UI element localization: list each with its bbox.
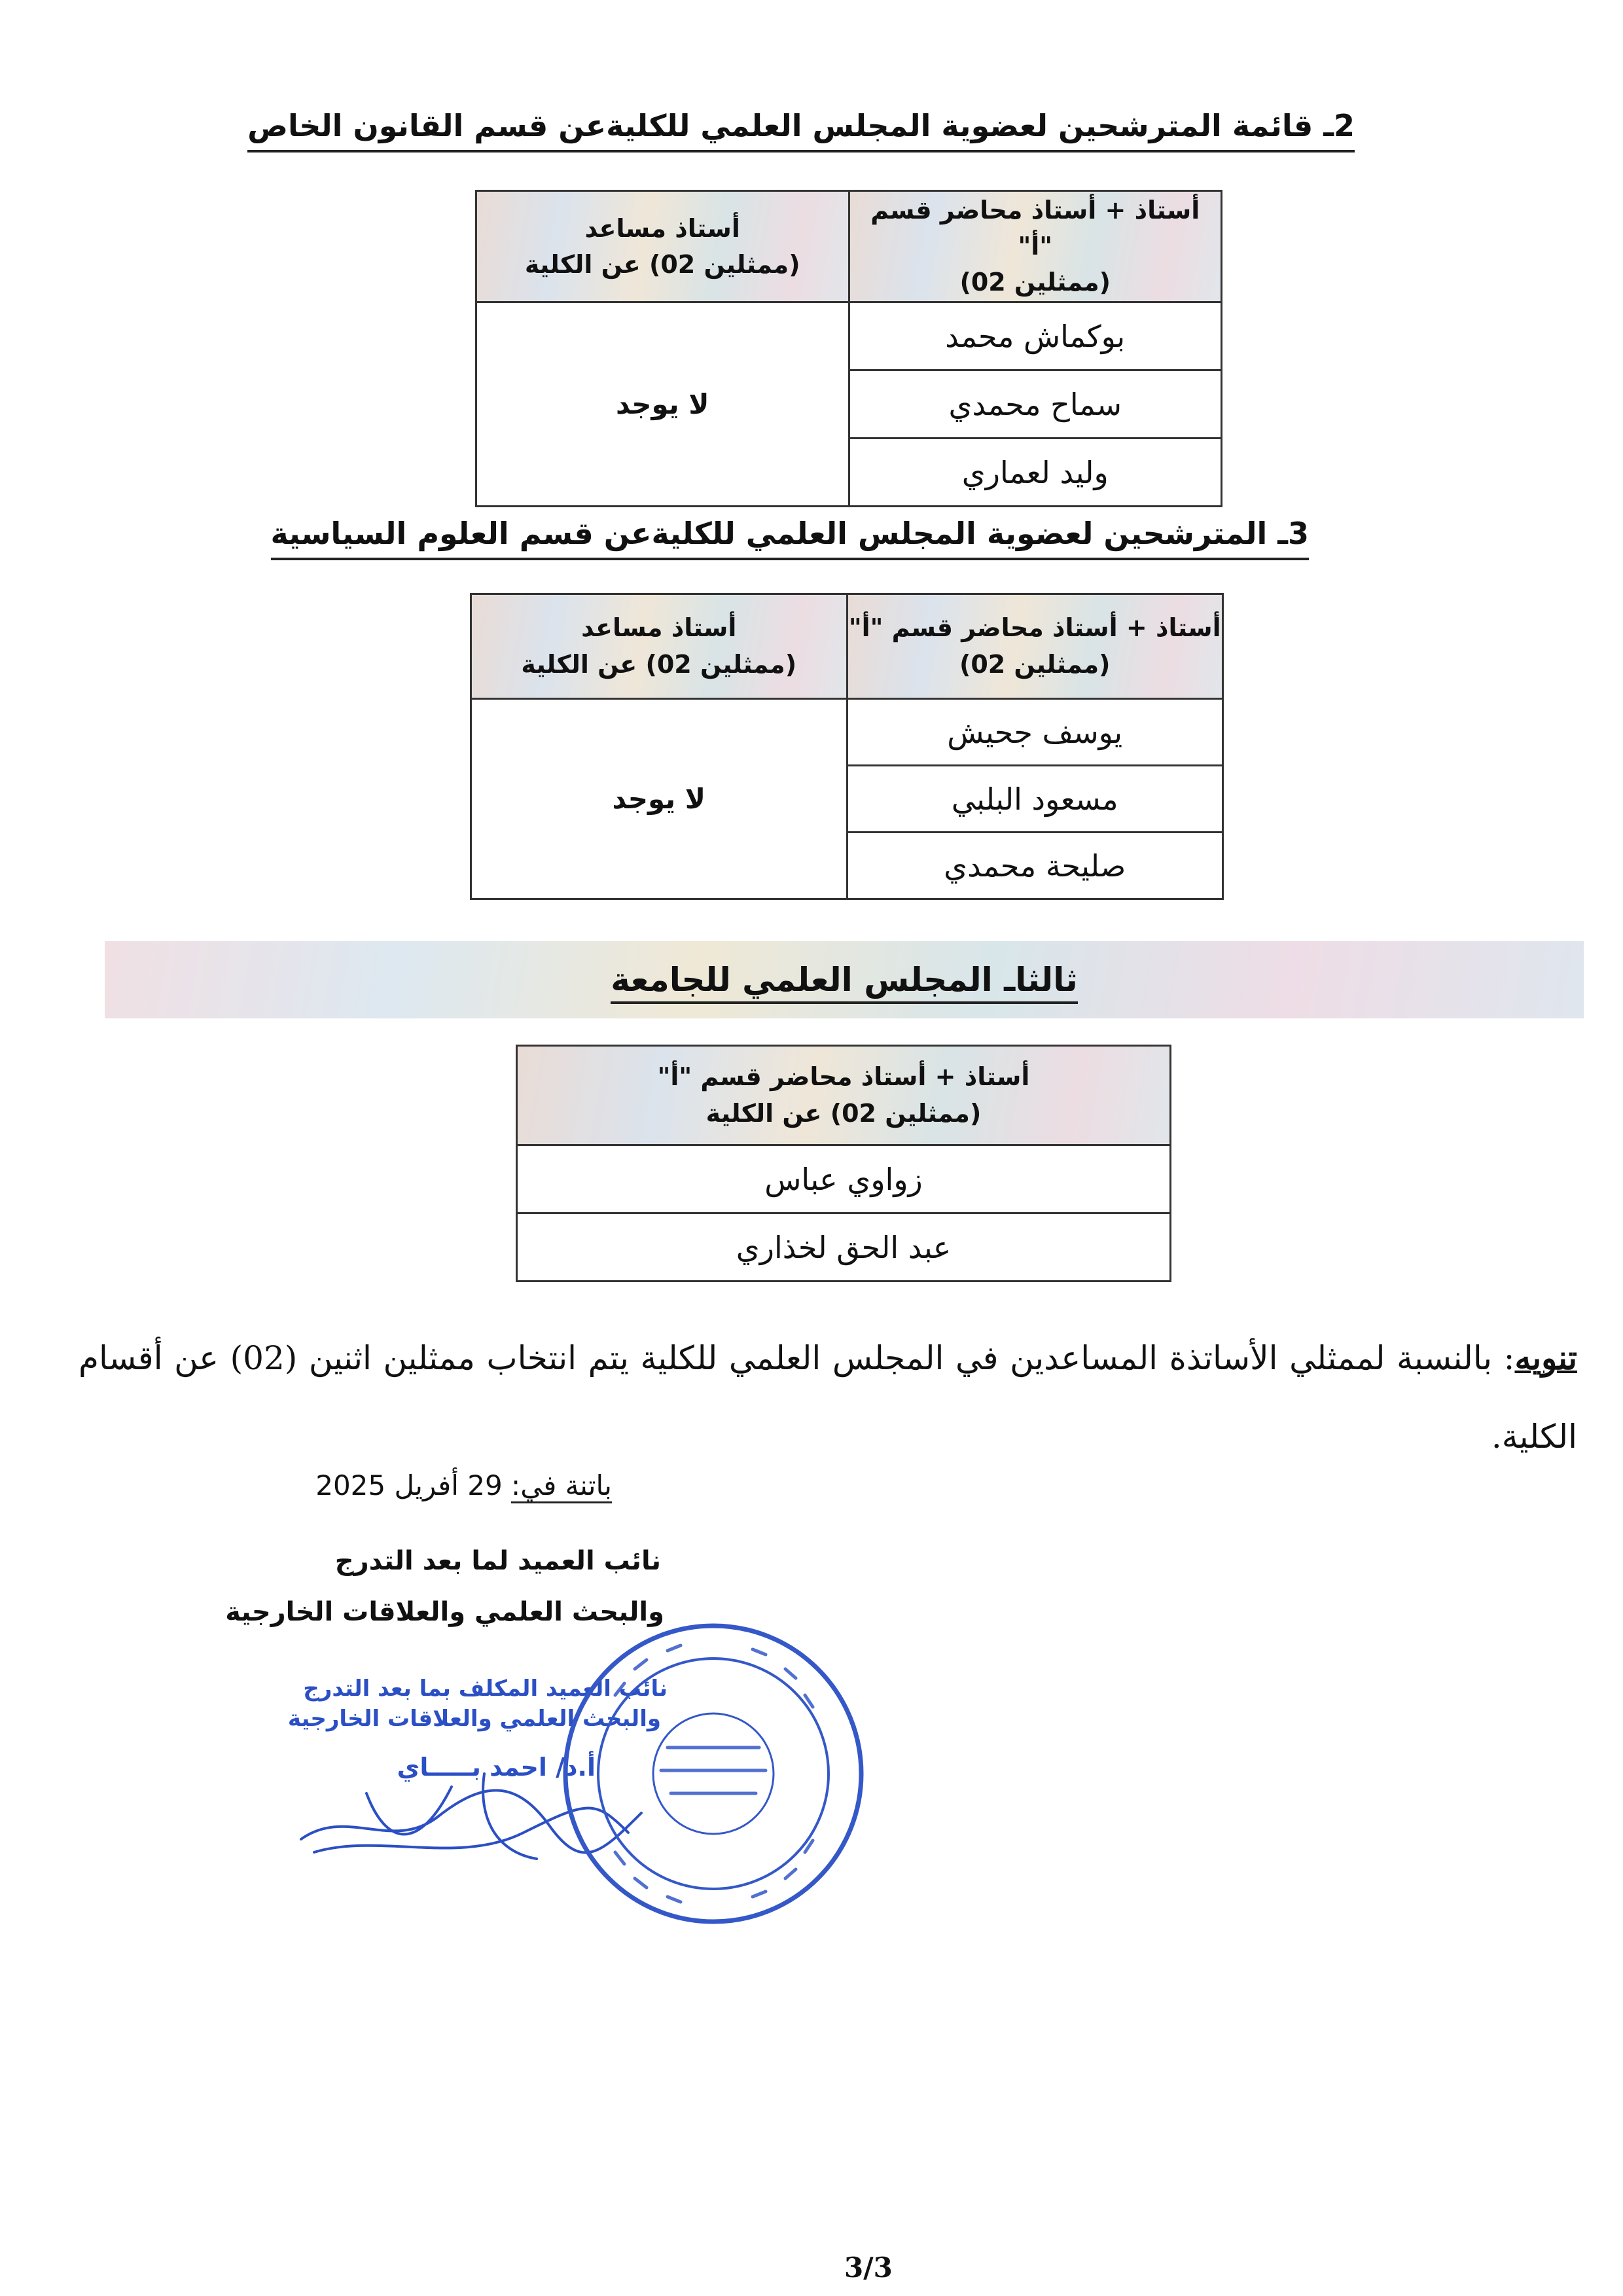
- page-number: 3/3: [844, 2251, 893, 2284]
- section2-heading: 2ـ قائمة المترشحين لعضوية المجلس العلمي للكليةعن قسم القانون الخاص: [247, 107, 1355, 152]
- stamp-name: أ.د/ احمد بـــــاي: [397, 1753, 596, 1782]
- section3-table: [470, 593, 1224, 900]
- place-date: [315, 1469, 612, 1501]
- header-line: أستاذ مساعد: [584, 213, 740, 243]
- seal-inner-marks: [615, 1645, 813, 1902]
- candidate-name: يوسف جحيش: [847, 699, 1223, 766]
- header-line: (ممثلين 02): [959, 268, 1111, 297]
- candidate-name: وليد لعماري: [849, 439, 1222, 507]
- candidate-name: بوكماش محمد: [849, 302, 1222, 370]
- official-seal-icon: [556, 1617, 870, 1931]
- note-text: : بالنسبة لممثلي الأساتذة المساعدين في المجلس العلمي للكلية يتم انتخاب ممثلين اثنين (02) عن أقسام الكلية.: [79, 1339, 1577, 1456]
- header-line: (ممثلين 02) عن الكلية: [705, 1098, 982, 1128]
- section2-table: [475, 190, 1222, 507]
- section3-col1-header: [847, 594, 1223, 699]
- section2-col2-header: [476, 191, 849, 302]
- university-table: [516, 1045, 1171, 1282]
- header-line: أستاذ مساعد: [581, 613, 737, 643]
- header-line: أستاذ + أستاذ محاضر قسم "أ": [870, 196, 1200, 261]
- seal-rings: [565, 1626, 861, 1922]
- section3-heading: 3ـ المترشحين لعضوية المجلس العلمي للكليةعن قسم العلوم السياسية: [271, 514, 1309, 560]
- stamp-title-line1: نائب العميد المكلف بما بعد التدرج: [303, 1676, 668, 1702]
- header-line: (ممثلين 02) عن الكلية: [524, 249, 800, 279]
- candidate-name: مسعود البلبي: [847, 766, 1223, 833]
- section3-col2-value: لا يوجد: [471, 699, 847, 899]
- section2-col1-header: [849, 191, 1222, 302]
- header-line: أستاذ + أستاذ محاضر قسم "أ": [657, 1062, 1030, 1092]
- stamp-title-line2: والبحث العلمي والعلاقات الخارجية: [287, 1706, 661, 1732]
- university-col-header: [517, 1046, 1171, 1145]
- signatory-title-line2: والبحث العلمي والعلاقات الخارجية: [225, 1597, 664, 1627]
- section2-col2-value: لا يوجد: [476, 302, 849, 507]
- header-line: (ممثلين 02) عن الكلية: [521, 649, 797, 679]
- university-council-banner: [105, 941, 1584, 1018]
- candidate-name: عبد الحق لخذاري: [517, 1213, 1171, 1282]
- candidate-name: سماح محمدي: [849, 370, 1222, 439]
- signature-date: 29 أفريل 2025: [315, 1469, 503, 1501]
- place-label: باتنة في:: [511, 1469, 612, 1503]
- header-line: (ممثلين 02): [959, 649, 1111, 679]
- signatory-title-line1: نائب العميد لما بعد التدرج: [334, 1546, 661, 1576]
- banner-title: ثالثاـ المجلس العلمي للجامعة: [611, 961, 1078, 1004]
- candidate-name: زواوي عباس: [517, 1145, 1171, 1213]
- note-paragraph: [79, 1319, 1577, 1476]
- section3-col2-header: [471, 594, 847, 699]
- candidate-name: صليحة محمدي: [847, 833, 1223, 899]
- note-label: تنويه: [1514, 1338, 1578, 1377]
- header-line: أستاذ + أستاذ محاضر قسم "أ": [848, 613, 1221, 643]
